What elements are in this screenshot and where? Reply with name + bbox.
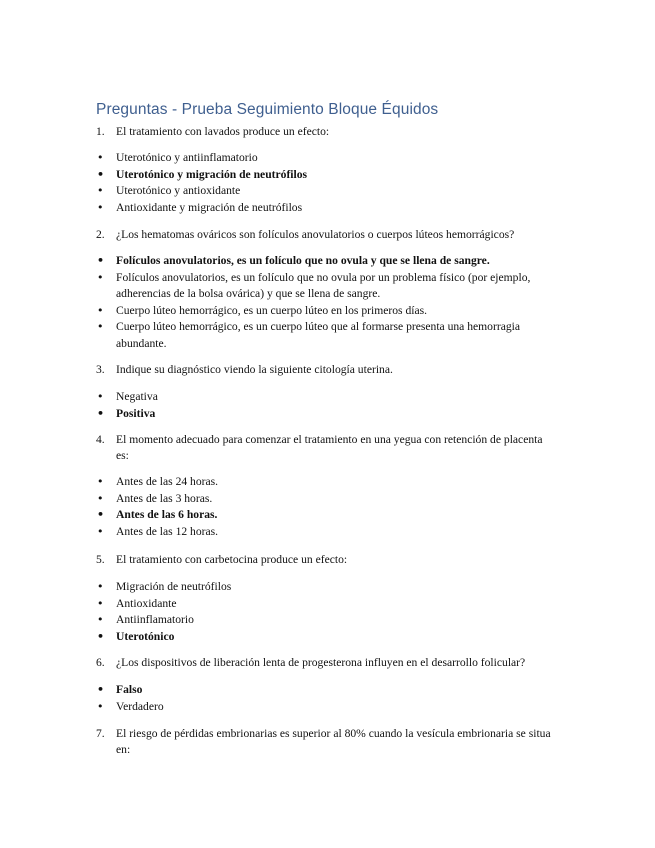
question-3 — [96, 362, 556, 378]
question-6 — [96, 655, 576, 671]
option-item-correct: • Antes de las 6 horas. — [96, 507, 566, 524]
option-item: • Antioxidante y migración de neutrófilos — [96, 200, 566, 217]
document-title: Preguntas - Prueba Seguimiento Bloque Équidos — [96, 101, 439, 118]
option-item: • Cuerpo lúteo hemorrágico, es un cuerpo lúteo que al formarse presenta una hemorragia abundante. — [96, 319, 566, 352]
options-list-5 — [96, 579, 566, 645]
question-number: 6. — [96, 656, 105, 669]
question-number: 5. — [96, 553, 105, 566]
option-item: • Cuerpo lúteo hemorrágico, es un cuerpo lúteo en los primeros días. — [96, 303, 566, 320]
question-text: El momento adecuado para comenzar el tratamiento en una yegua con retención de placenta es: — [116, 433, 543, 462]
question-4 — [96, 432, 556, 464]
option-item: • Antes de las 3 horas. — [96, 491, 566, 508]
question-text: El tratamiento con lavados produce un efecto: — [116, 125, 330, 138]
question-number: 3. — [96, 363, 105, 376]
question-1 — [96, 124, 556, 140]
options-list-1 — [96, 150, 566, 216]
question-number: 4. — [96, 433, 105, 446]
question-number: 2. — [96, 228, 105, 241]
question-text: El tratamiento con carbetocina produce un efecto: — [116, 553, 348, 566]
option-item-correct: • Uterotónico — [96, 629, 566, 646]
options-list-3 — [96, 389, 566, 422]
question-text: ¿Los hematomas ováricos son folículos anovulatorios o cuerpos lúteos hemorrágicos? — [116, 228, 515, 241]
option-item-correct: • Uterotónico y migración de neutrófilos — [96, 167, 566, 184]
option-item: • Uterotónico y antioxidante — [96, 183, 566, 200]
question-number: 7. — [96, 727, 105, 740]
option-item: • Verdadero — [96, 699, 566, 716]
options-list-6 — [96, 682, 566, 715]
question-2 — [96, 227, 556, 243]
option-item: • Negativa — [96, 389, 566, 406]
option-item-correct: • Falso — [96, 682, 566, 699]
option-item: • Migración de neutrófilos — [96, 579, 566, 596]
option-item: • Uterotónico y antiinflamatorio — [96, 150, 566, 167]
option-item-correct: • Positiva — [96, 406, 566, 423]
question-5 — [96, 552, 556, 568]
question-number: 1. — [96, 125, 105, 138]
question-7 — [96, 726, 556, 758]
question-text: ¿Los dispositivos de liberación lenta de progesterona influyen en el desarrollo folicular? — [116, 656, 526, 669]
options-list-4 — [96, 474, 566, 540]
options-list-2 — [96, 253, 566, 353]
question-text: El riesgo de pérdidas embrionarias es superior al 80% cuando la vesícula embrionaria se situa en: — [116, 727, 551, 756]
option-item-correct: • Folículos anovulatorios, es un folículo que no ovula y que se llena de sangre. — [96, 253, 566, 270]
option-item: • Folículos anovulatorios, es un folículo que no ovula por un problema físico (por ejemplo, adherencias de la bolsa ovárica) y que se llena de sangre. — [96, 270, 566, 303]
question-text: Indique su diagnóstico viendo la siguiente citología uterina. — [116, 363, 393, 376]
option-item: • Antiinflamatorio — [96, 612, 566, 629]
option-item: • Antes de las 12 horas. — [96, 524, 566, 541]
option-item: • Antioxidante — [96, 596, 566, 613]
option-item: • Antes de las 24 horas. — [96, 474, 566, 491]
